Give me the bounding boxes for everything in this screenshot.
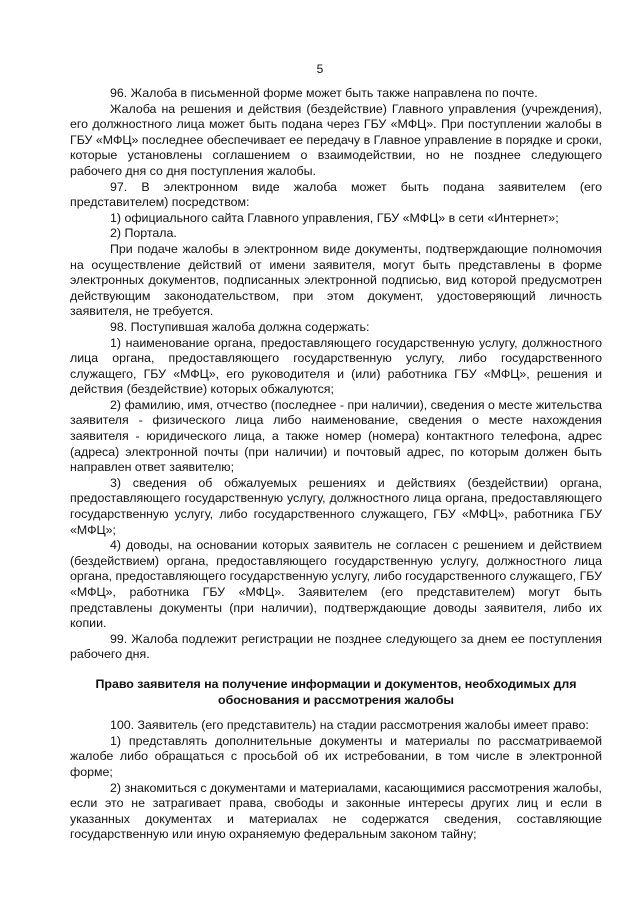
paragraph: Жалоба на решения и действия (бездействие) Главного управления (учреждения), его должностного лица может быть подана через ГБУ «МФЦ». При поступлении жалобы в ГБУ «МФЦ» последнее обеспечивает ее передачу в Главное управление в порядке и сроки, которые установлены соглашением о взаимодействии, но не позднее следующего рабочего дня со дня поступления жалобы. <box>70 101 602 178</box>
list-item: 3) сведения об обжалуемых решениях и действиях (бездействии) органа, предоставляющего государственную услугу, должностного лица органа, предоставляющего государственную услугу, либо государственного служащего, ГБУ «МФЦ», работника ГБУ «МФЦ»; <box>70 475 602 537</box>
list-item: 2) знакомиться с документами и материалами, касающимися рассмотрения жалобы, если это не затрагивает права, свободы и законные интересы других лиц и если в указанных документах и материалах не содержатся сведения, составляющие государственную или иную охраняемую федеральным законом тайну; <box>70 780 602 842</box>
section-heading: Право заявителя на получение информации и документов, необходимых для обоснования и рассмотрения жалобы <box>95 676 577 707</box>
paragraph: 100. Заявитель (его представитель) на стадии рассмотрения жалобы имеет право: <box>110 718 589 733</box>
list-item: 2) Портала. <box>110 226 177 241</box>
paragraph: 96. Жалоба в письменной форме может быть также направлена по почте. <box>110 86 538 100</box>
list-item: 1) официального сайта Главного управления, ГБУ «МФЦ» в сети «Интернет»; <box>110 210 559 225</box>
list-item: 1) наименование органа, предоставляющего государственную услугу, должностного лица органа, предоставляющего государственную услугу, либо государственного служащего, ГБУ «МФЦ», его руководителя и (или) работника ГБУ «МФЦ», решения и действия (бездействие) которых обжалуются; <box>70 335 602 397</box>
paragraph: 99. Жалоба подлежит регистрации не позднее следующего за днем ее поступления рабочего дня. <box>70 631 602 662</box>
paragraph: 97. В электронном виде жалоба может быть подана заявителем (его представителем) посредством: <box>70 179 602 210</box>
list-item: 1) представлять дополнительные документы и материалы по рассматриваемой жалобе либо обращаться с просьбой об их истребовании, в том числе в электронной форме; <box>70 733 602 779</box>
paragraph: 98. Поступившая жалоба должна содержать: <box>110 319 370 334</box>
page-number: 5 <box>316 62 324 76</box>
document-body <box>70 86 602 843</box>
list-item: 2) фамилию, имя, отчество (последнее - при наличии), сведения о месте жительства заявителя - физического лица либо наименование, сведения о месте нахождения заявителя - юридического лица, а также номер (номера) контактного телефона, адрес (адреса) электронной почты (при наличии) и почтовый адрес, по которым должен быть направлен ответ заявителю; <box>70 397 602 475</box>
list-item: 4) доводы, на основании которых заявитель не согласен с решением и действием (бездействием) органа, предоставляющего государственную услугу, должностного лица органа, предоставляющего государственную услугу, либо государственного служащего, ГБУ «МФЦ», работника ГБУ «МФЦ». Заявителем (его представителем) могут быть представлены документы (при наличии), подтверждающие доводы заявителя, либо их копии. <box>70 538 602 631</box>
paragraph: При подаче жалобы в электронном виде документы, подтверждающие полномочия на осуществление действий от имени заявителя, могут быть представлены в форме электронных документов, подписанных электронной подписью, вид которой предусмотрен действующим законодательством, при этом документ, удостоверяющий личность заявителя, не требуется. <box>70 241 602 319</box>
